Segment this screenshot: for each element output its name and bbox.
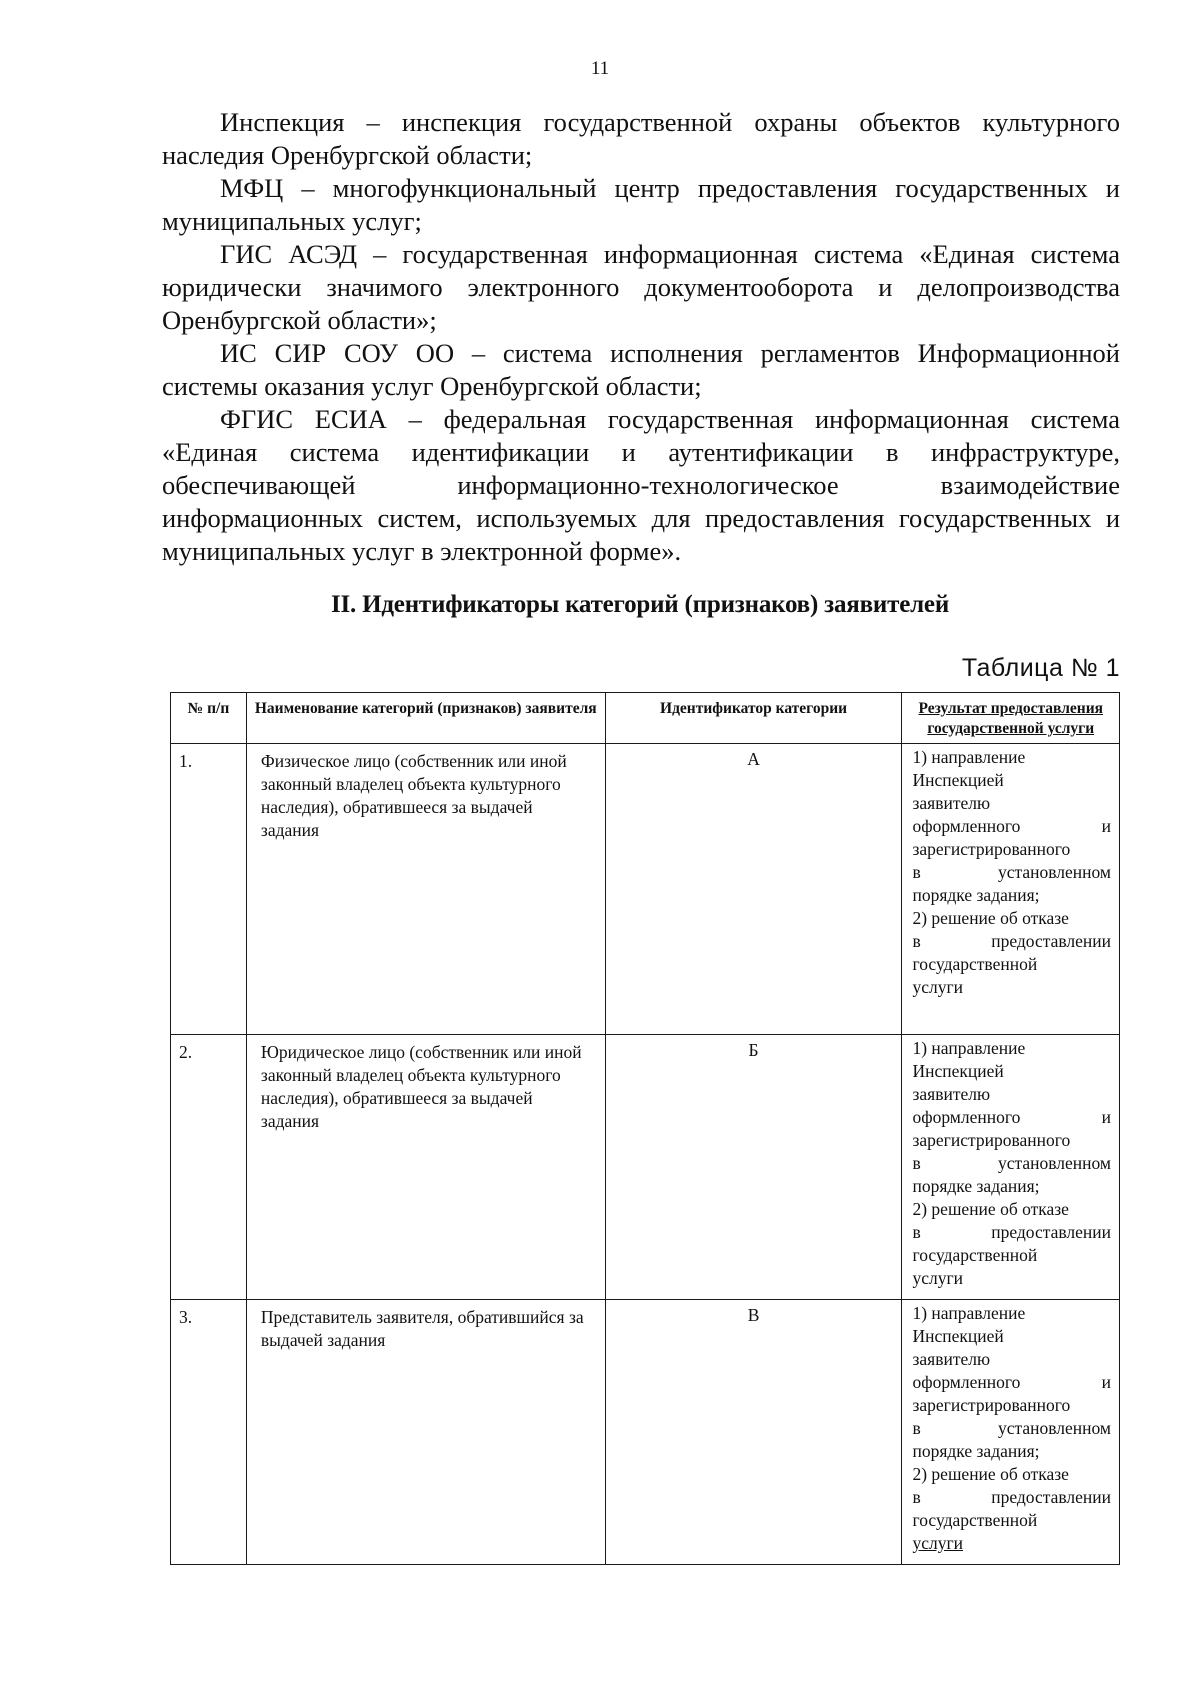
result-line bbox=[912, 1486, 1111, 1509]
header-name: Наименование категорий (признаков) заявителя bbox=[246, 693, 605, 744]
result-line bbox=[912, 861, 1111, 884]
result-word: в bbox=[912, 1153, 921, 1173]
table-row bbox=[171, 744, 1120, 1035]
result-line: зарегистрированного bbox=[912, 1395, 1071, 1415]
definition-paragraph: ИС СИР СОУ ОО – система исполнения регламентов Информационной системы оказания услуг Оренбургской области; bbox=[162, 338, 1120, 401]
section-title: II. Идентификаторы категорий (признаков) заявителей bbox=[330, 591, 950, 618]
row-name: Физическое лицо (собственник или иной законный владелец объекта культурного наследия), обратившееся за выдачей задания bbox=[246, 744, 605, 1035]
result-line: 2) решение об отказе bbox=[912, 908, 1069, 928]
result-line: Инспекцией bbox=[912, 1326, 1004, 1346]
result-line: 2) решение об отказе bbox=[912, 1464, 1069, 1484]
result-line: зарегистрированного bbox=[912, 1130, 1071, 1150]
result-line: порядке задания; bbox=[912, 1176, 1040, 1196]
result-line bbox=[912, 1106, 1111, 1129]
result-word: предоставлении bbox=[991, 1487, 1111, 1507]
result-line bbox=[912, 815, 1111, 838]
result-line: порядке задания; bbox=[912, 1441, 1040, 1461]
row-ident: Б bbox=[605, 1035, 902, 1300]
result-word: установленном bbox=[997, 1153, 1111, 1173]
row-num: 2. bbox=[171, 1035, 247, 1300]
result-line: услуги bbox=[912, 1533, 964, 1553]
row-result bbox=[902, 1035, 1120, 1300]
row-ident: В bbox=[605, 1300, 902, 1565]
result-line: 1) направление bbox=[912, 747, 1026, 767]
result-line: Инспекцией bbox=[912, 1061, 1004, 1081]
result-line: Инспекцией bbox=[912, 770, 1004, 790]
header-ident: Идентификатор категории bbox=[605, 693, 902, 744]
result-word: в bbox=[912, 1222, 921, 1242]
result-word: оформленного bbox=[912, 1107, 1021, 1127]
header-num: № п/п bbox=[171, 693, 247, 744]
header-result-label: Результат предоставления государственной услуги bbox=[918, 700, 1104, 737]
result-word: и bbox=[1101, 1372, 1111, 1392]
row-num: 1. bbox=[171, 744, 247, 1035]
table-caption: Таблица № 1 bbox=[961, 654, 1120, 682]
result-line: заявителю bbox=[912, 1084, 991, 1104]
row-num: 3. bbox=[171, 1300, 247, 1565]
result-line: заявителю bbox=[912, 1349, 991, 1369]
result-line bbox=[912, 1152, 1111, 1175]
result-line: порядке задания; bbox=[912, 885, 1040, 905]
row-ident: А bbox=[605, 744, 902, 1035]
header-result bbox=[902, 693, 1120, 744]
applicant-categories-table bbox=[170, 692, 1120, 1565]
result-line bbox=[912, 930, 1111, 953]
definition-paragraph: МФЦ – многофункциональный центр предоставления государственных и муниципальных услуг; bbox=[162, 173, 1120, 236]
result-word: предоставлении bbox=[991, 931, 1111, 951]
table-row bbox=[171, 1035, 1120, 1300]
result-line: зарегистрированного bbox=[912, 839, 1071, 859]
definitions-text bbox=[162, 106, 1120, 568]
result-word: установленном bbox=[997, 862, 1111, 882]
result-word: в bbox=[912, 931, 921, 951]
table-row bbox=[171, 1300, 1120, 1565]
result-line: 2) решение об отказе bbox=[912, 1199, 1069, 1219]
result-word: в bbox=[912, 1418, 921, 1438]
result-line: государственной bbox=[912, 954, 1038, 974]
result-line: услуги bbox=[912, 977, 964, 997]
result-word: в bbox=[912, 1487, 921, 1507]
row-result bbox=[902, 744, 1120, 1035]
result-word: и bbox=[1101, 1107, 1111, 1127]
result-line: 1) направление bbox=[912, 1303, 1026, 1323]
result-word: установленном bbox=[997, 1418, 1111, 1438]
table-header-row bbox=[171, 693, 1120, 744]
row-name: Юридическое лицо (собственник или иной законный владелец объекта культурного наследия), обратившееся за выдачей задания bbox=[246, 1035, 605, 1300]
row-name: Представитель заявителя, обратившийся за выдачей задания bbox=[246, 1300, 605, 1565]
result-word: оформленного bbox=[912, 1372, 1021, 1392]
result-line bbox=[912, 1417, 1111, 1440]
result-word: в bbox=[912, 862, 921, 882]
result-word: оформленного bbox=[912, 816, 1021, 836]
result-line: государственной bbox=[912, 1510, 1038, 1530]
definition-paragraph: ФГИС ЕСИА – федеральная государственная информационная система «Единая система идентификации и аутентификации в инфраструктуре, обеспечивающей информационно-технологическое взаимодействие информационных систем, используемых для предоставления государственных и муниципальных услуг в электронной форме». bbox=[162, 404, 1120, 566]
page-number: 11 bbox=[590, 58, 610, 79]
result-line bbox=[912, 1371, 1111, 1394]
definition-paragraph: Инспекция – инспекция государственной охраны объектов культурного наследия Оренбургской области; bbox=[162, 107, 1120, 170]
definition-paragraph: ГИС АСЭД – государственная информационная система «Единая система юридически значимого электронного документооборота и делопроизводства Оренбургской области»; bbox=[162, 239, 1120, 335]
result-line: услуги bbox=[912, 1268, 964, 1288]
result-line bbox=[912, 1221, 1111, 1244]
result-line: заявителю bbox=[912, 793, 991, 813]
result-word: и bbox=[1101, 816, 1111, 836]
result-line: государственной bbox=[912, 1245, 1038, 1265]
row-result bbox=[902, 1300, 1120, 1565]
result-line: 1) направление bbox=[912, 1038, 1026, 1058]
result-word: предоставлении bbox=[991, 1222, 1111, 1242]
